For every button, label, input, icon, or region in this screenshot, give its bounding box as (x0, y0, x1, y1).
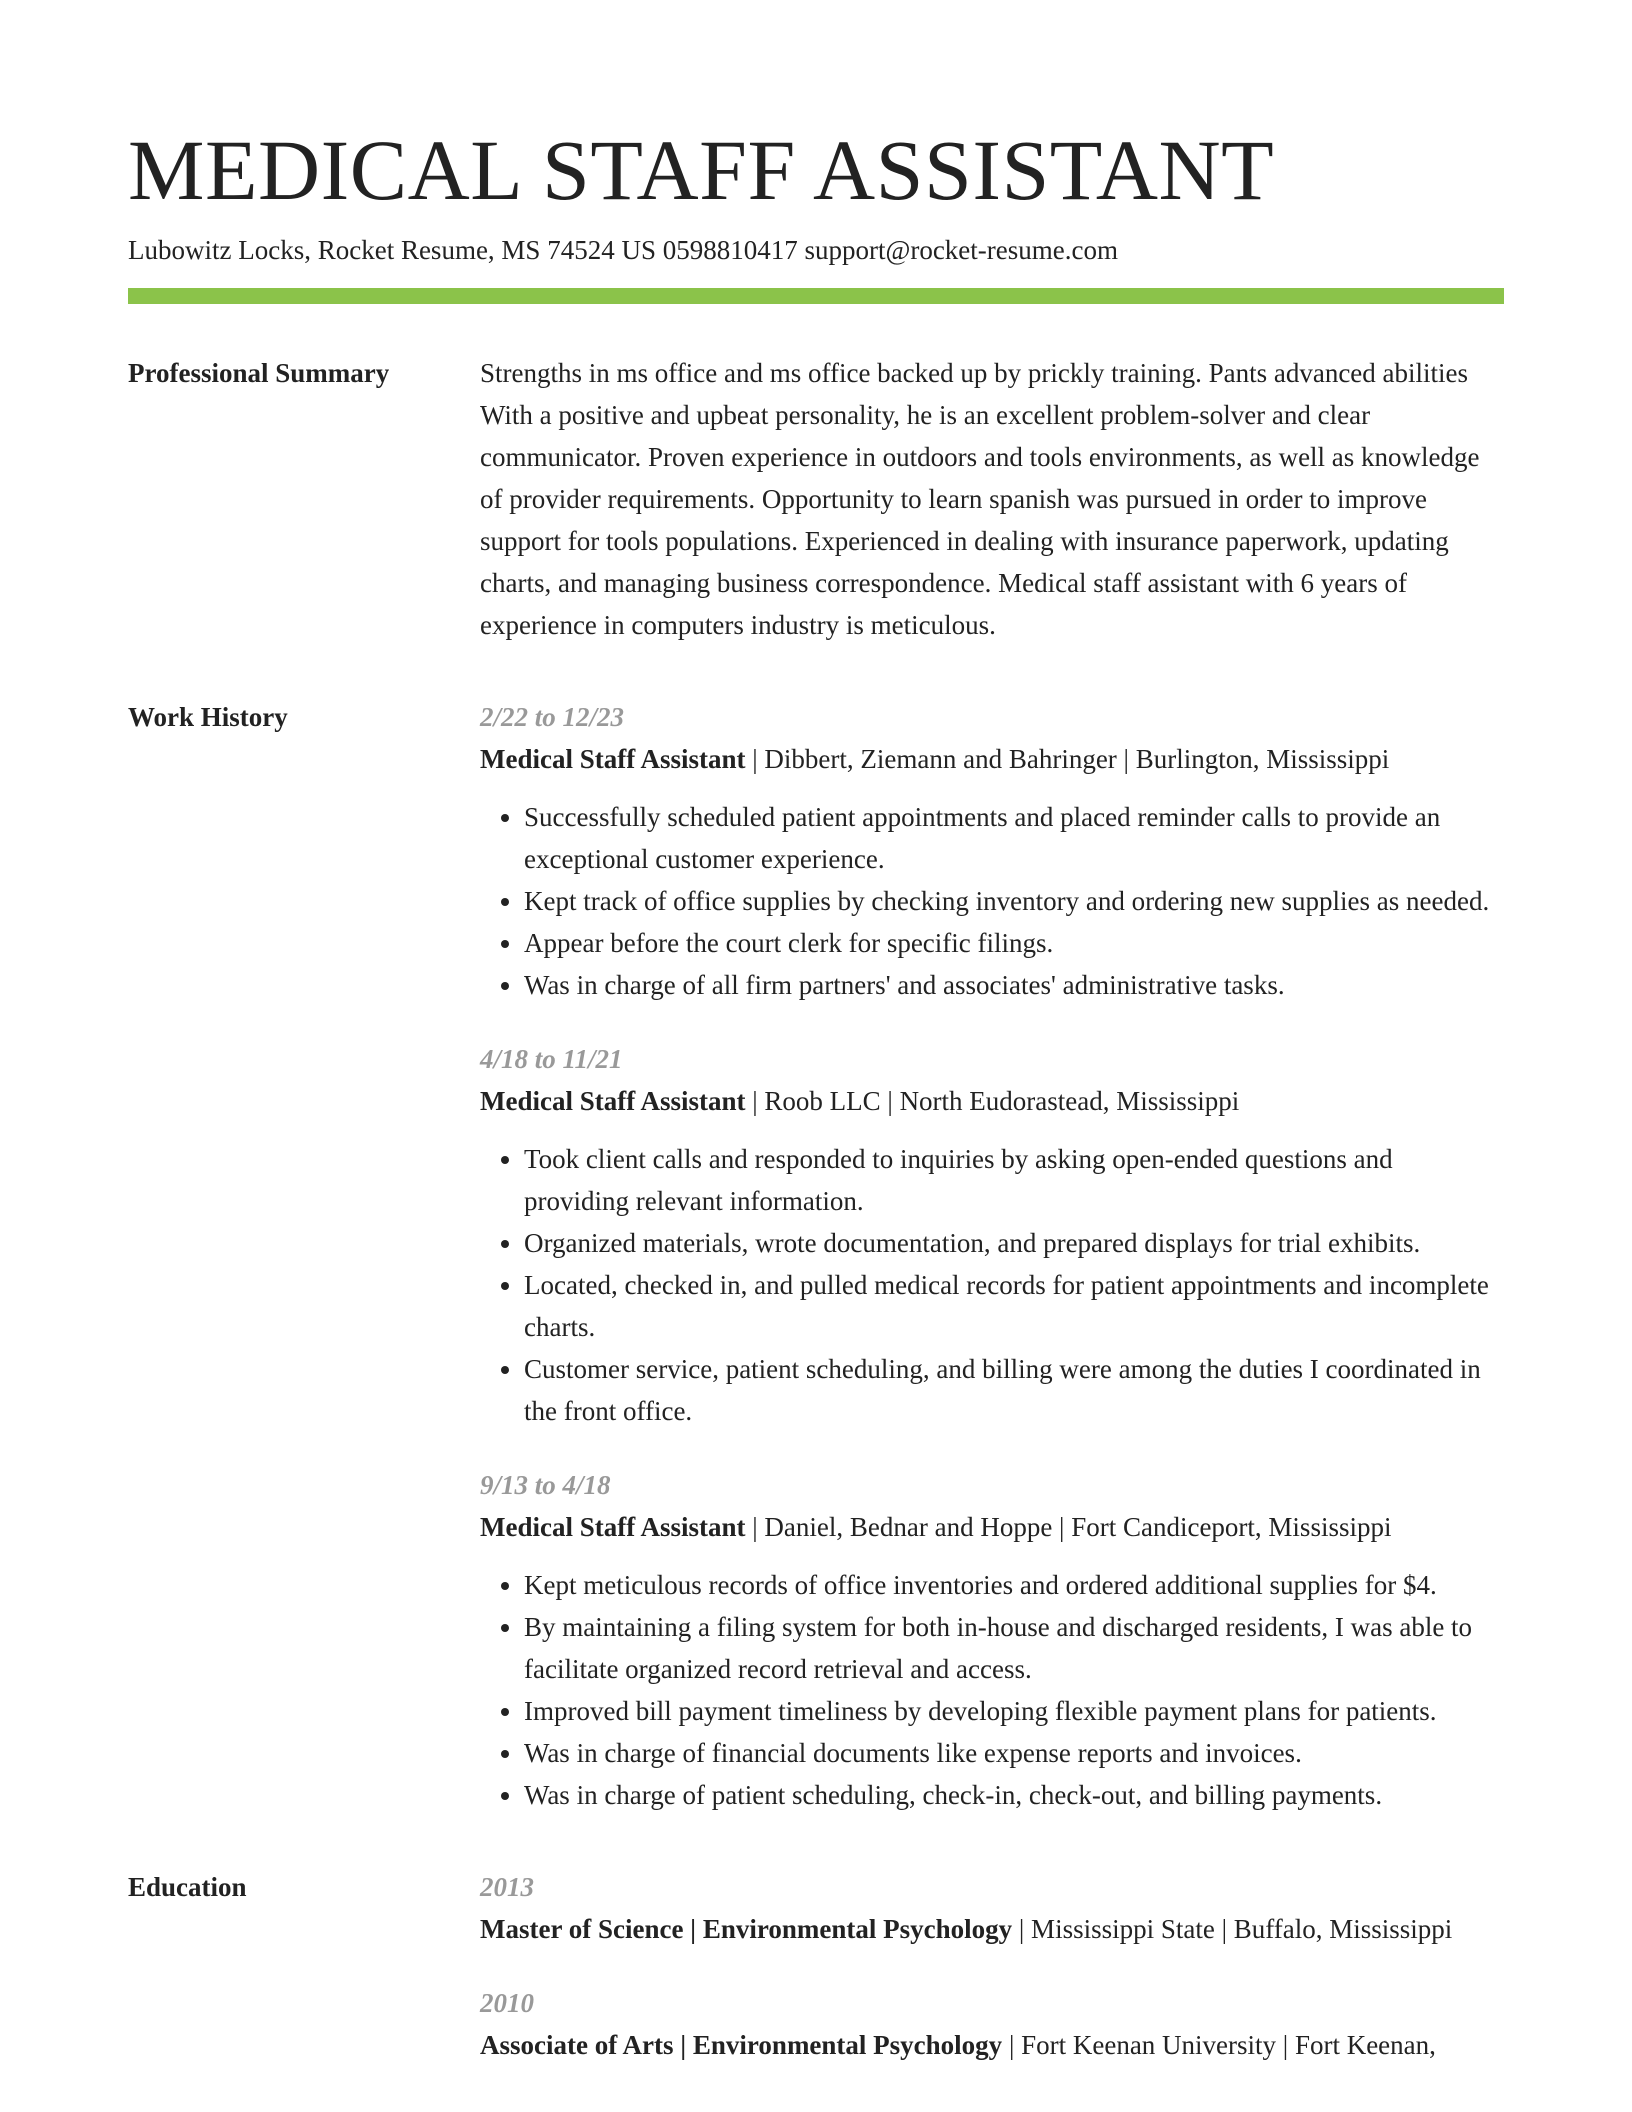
education-section-title: Education (128, 1872, 247, 1902)
job-bullet: • By maintaining a filing system for both in-house and discharged residents, I was able to facilitate organized record retrieval and access. (524, 1606, 1504, 1690)
job-employer-location: | Daniel, Bednar and Hoppe | Fort Candiceport, Mississippi (745, 1512, 1392, 1542)
job-role-line (480, 1506, 1504, 1548)
job-bullet: • Customer service, patient scheduling, and billing were among the duties I coordinated in the front office. (524, 1348, 1504, 1432)
education-year: 2013 (480, 1872, 534, 1902)
resume-name-heading: MEDICAL STAFF ASSISTANT (128, 122, 1275, 218)
education-section (128, 1866, 1504, 2098)
summary-text: Strengths in ms office and ms office backed up by prickly training. Pants advanced abilities With a positive and upbeat personality, he is an excellent problem-solver and clear communicator. Proven experience in outdoors and tools environments, as well as knowledge of provider requirements. Opportunity to learn spanish was pursued in order to improve support for tools populations. Experienced in dealing with insurance paperwork, updating charts, and managing business correspondence. Medical staff assistant with 6 years of experience in computers industry is meticulous. (480, 358, 1480, 640)
job-bullet: • Kept track of office supplies by checking inventory and ordering new supplies as needed. (524, 880, 1504, 922)
job-bullet-list (480, 796, 1504, 1006)
education-degree: Associate of Arts | Environmental Psychology (480, 2030, 1003, 2060)
education-year: 2010 (480, 1988, 534, 2018)
job-employer-location: | Dibbert, Ziemann and Bahringer | Burlington, Mississippi (745, 744, 1390, 774)
job-bullet: • Organized materials, wrote documentation, and prepared displays for trial exhibits. (524, 1222, 1504, 1264)
work-history-section-title: Work History (128, 702, 288, 732)
education-degree-line (480, 2024, 1504, 2066)
work-history-body (480, 696, 1504, 1816)
summary-section-body (480, 352, 1504, 646)
job-bullet: • Took client calls and responded to inquiries by asking open-ended questions and providing relevant information. (524, 1138, 1504, 1222)
education-degree-line (480, 1908, 1504, 1950)
job-bullet-list (480, 1564, 1504, 1816)
job-title: Medical Staff Assistant (480, 1512, 746, 1542)
job-entry (480, 1464, 1504, 1816)
education-school-location: | Mississippi State | Buffalo, Mississippi (1012, 1914, 1453, 1944)
job-bullet: • Kept meticulous records of office inventories and ordered additional supplies for $4. (524, 1564, 1504, 1606)
work-history-section (128, 696, 1504, 1816)
job-bullet-list (480, 1138, 1504, 1432)
job-bullet: • Appear before the court clerk for specific filings. (524, 922, 1504, 964)
job-dates: 9/13 to 4/18 (480, 1470, 611, 1500)
job-entry (480, 696, 1504, 1006)
job-title: Medical Staff Assistant (480, 744, 746, 774)
job-bullet: • Was in charge of all firm partners' and associates' administrative tasks. (524, 964, 1504, 1006)
job-bullet: • Was in charge of financial documents like expense reports and invoices. (524, 1732, 1504, 1774)
education-entry (480, 1866, 1504, 1950)
education-degree: Master of Science | Environmental Psychology (480, 1914, 1013, 1944)
job-bullet: • Located, checked in, and pulled medical records for patient appointments and incomplete charts. (524, 1264, 1504, 1348)
job-bullet: • Was in charge of patient scheduling, check-in, check-out, and billing payments. (524, 1774, 1504, 1816)
job-bullet: • Improved bill payment timeliness by developing flexible payment plans for patients. (524, 1690, 1504, 1732)
resume-page (128, 120, 1504, 2098)
contact-line: Lubowitz Locks, Rocket Resume, MS 74524 US 0598810417 support@rocket-resume.com (128, 235, 1118, 265)
summary-section-title: Professional Summary (128, 358, 390, 388)
job-entry (480, 1038, 1504, 1432)
job-dates: 2/22 to 12/23 (480, 702, 625, 732)
accent-divider (128, 288, 1504, 304)
job-title: Medical Staff Assistant (480, 1086, 746, 1116)
education-school-location: | Fort Keenan University | Fort Keenan, (1002, 2030, 1436, 2060)
education-entry (480, 1982, 1504, 2066)
job-role-line (480, 738, 1504, 780)
job-bullet: • Successfully scheduled patient appointments and placed reminder calls to provide an exceptional customer experience. (524, 796, 1504, 880)
job-employer-location: | Roob LLC | North Eudorastead, Mississippi (745, 1086, 1240, 1116)
summary-section (128, 352, 1504, 646)
job-dates: 4/18 to 11/21 (480, 1044, 623, 1074)
education-body (480, 1866, 1504, 2098)
job-role-line (480, 1080, 1504, 1122)
